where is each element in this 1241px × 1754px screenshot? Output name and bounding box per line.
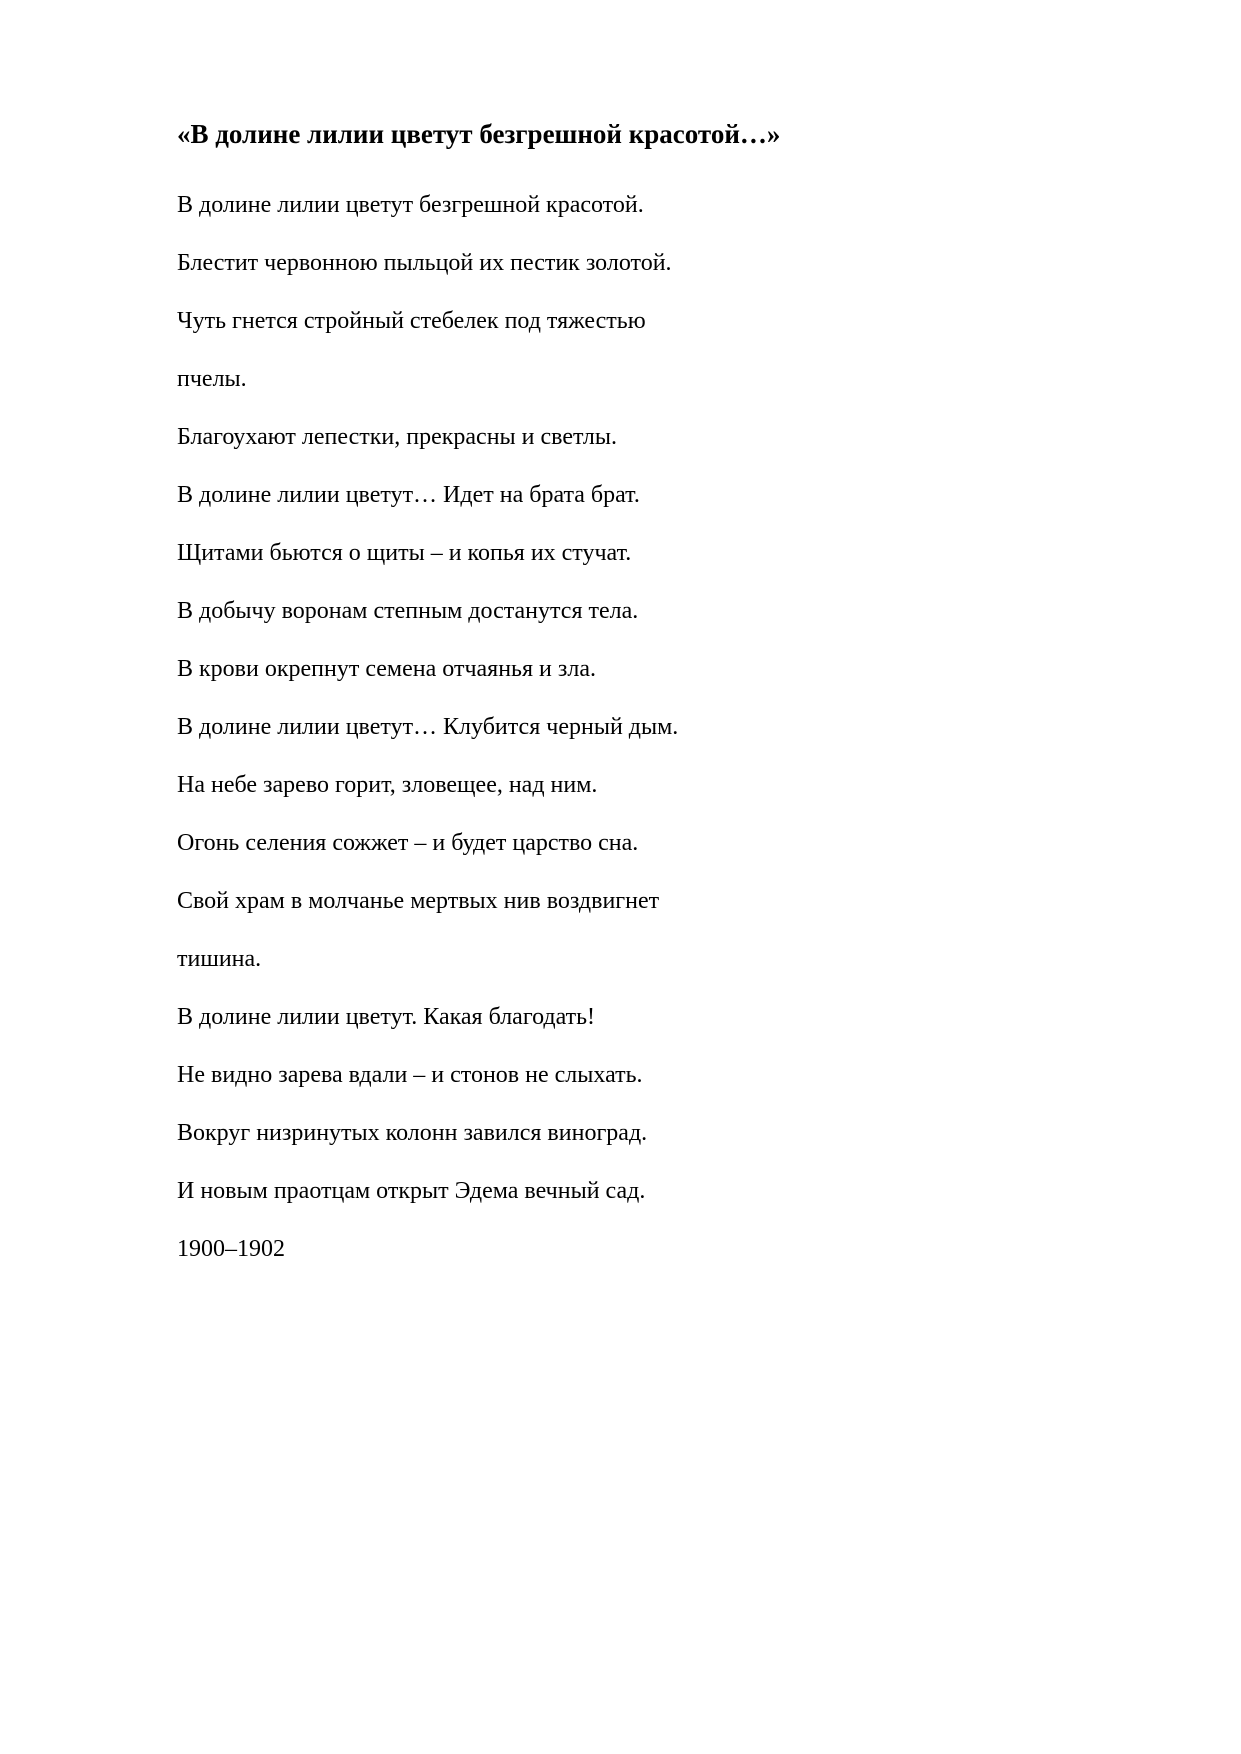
poem-line: Свой храм в молчанье мертвых нив воздвигнет <box>177 888 660 914</box>
poem-line: И новым праотцам открыт Эдема вечный сад. <box>177 1178 646 1204</box>
poem-line: Огонь селения сожжет – и будет царство сна. <box>177 830 639 856</box>
poem-line: Благоухают лепестки, прекрасны и светлы. <box>177 424 617 450</box>
poem-date: 1900–1902 <box>177 1236 285 1262</box>
poem-body <box>177 176 678 1278</box>
poem-line: тишина. <box>177 946 262 972</box>
poem-line: Чуть гнется стройный стебелек под тяжестью <box>177 308 646 334</box>
poem-line: пчелы. <box>177 366 247 392</box>
poem-line: Блестит червонною пыльцой их пестик золотой. <box>177 250 672 276</box>
poem-title: «В долине лилии цветут безгрешной красотой…» <box>177 119 781 149</box>
poem-line: Вокруг низринутых колонн завился виноград. <box>177 1120 648 1146</box>
poem-line: На небе зарево горит, зловещее, над ним. <box>177 772 598 798</box>
poem-line: В долине лилии цветут безгрешной красотой. <box>177 192 644 218</box>
poem-line: В крови окрепнут семена отчаянья и зла. <box>177 656 596 682</box>
poem-line: В долине лилии цветут… Клубится черный дым. <box>177 714 679 740</box>
poem-line: В долине лилии цветут. Какая благодать! <box>177 1004 596 1030</box>
poem-line: В добычу воронам степным достанутся тела. <box>177 598 639 624</box>
poem-line: Не видно зарева вдали – и стонов не слыхать. <box>177 1062 643 1088</box>
poem-line: Щитами бьются о щиты – и копья их стучат. <box>177 540 632 566</box>
poem-line: В долине лилии цветут… Идет на брата брат. <box>177 482 640 508</box>
